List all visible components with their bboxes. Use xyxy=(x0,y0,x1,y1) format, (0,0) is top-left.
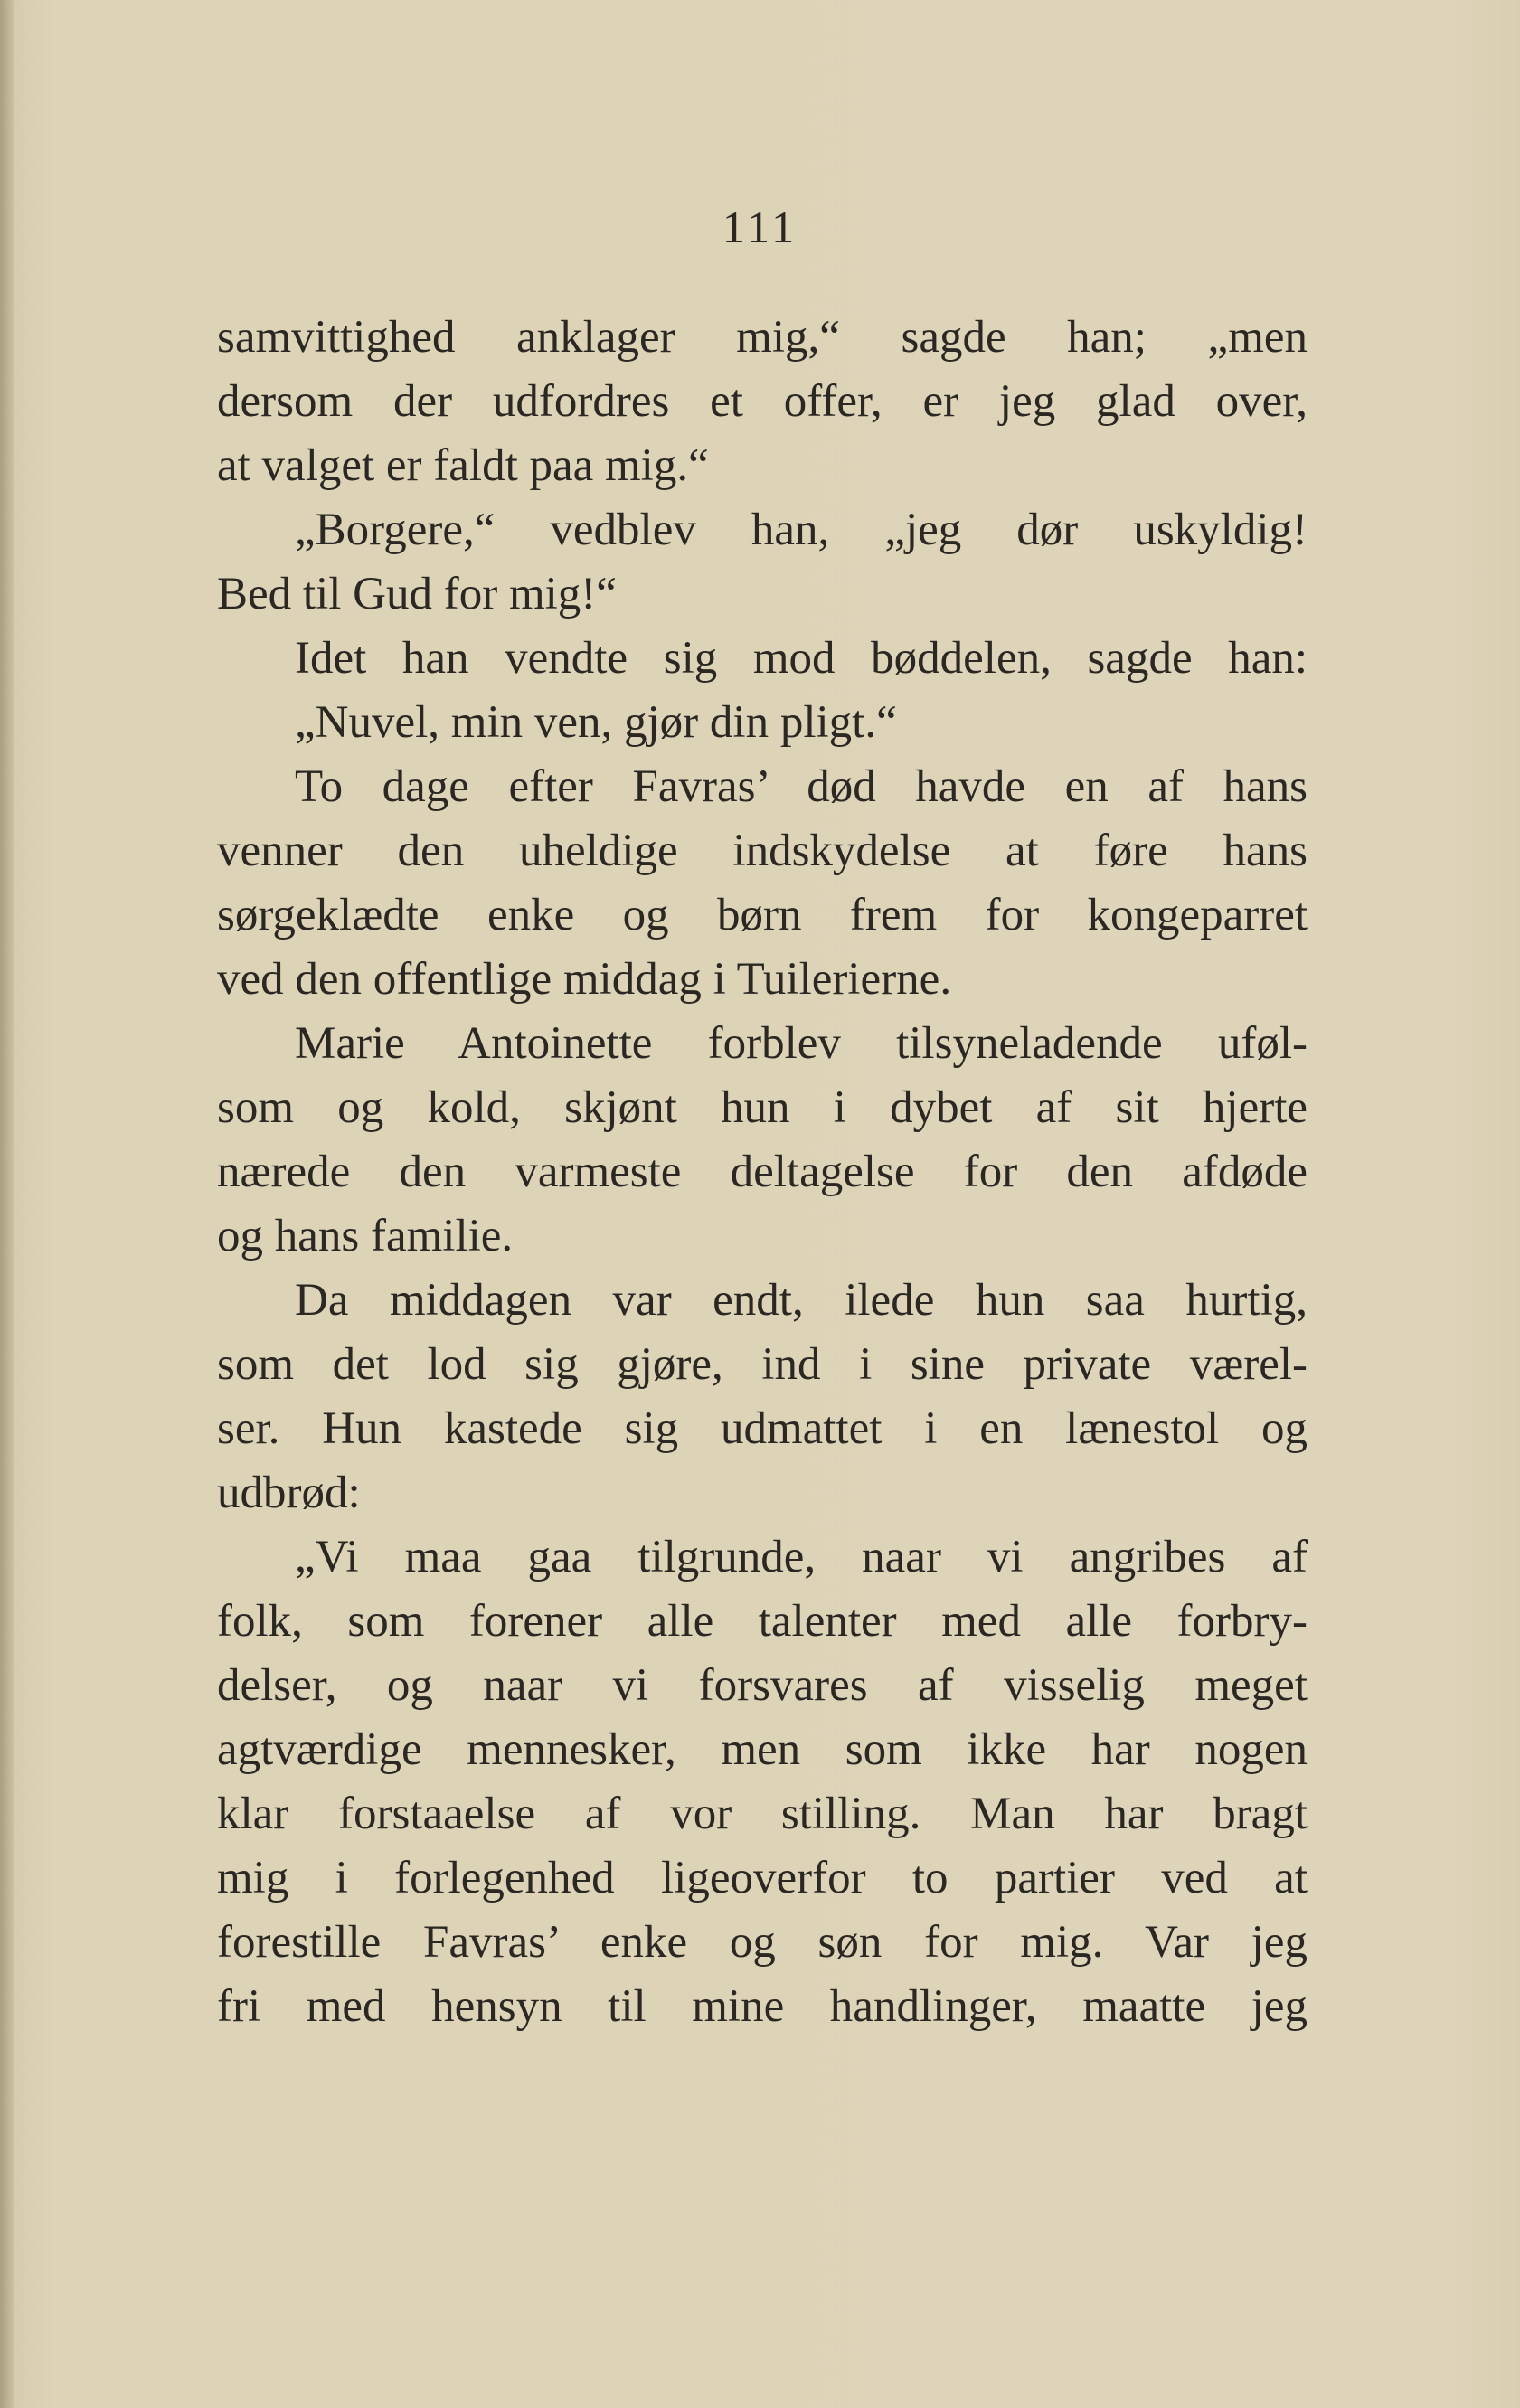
text-line: som og kold, skjønt hun i dybet af sit hjerte xyxy=(217,1082,1308,1133)
text-line: Bed til Gud for mig!“ xyxy=(217,569,617,619)
text-line: dersom der udfordres et offer, er jeg glad over, xyxy=(217,376,1308,427)
page-edge xyxy=(0,0,14,2408)
text-line: agtværdige mennesker, men som ikke har nogen xyxy=(217,1724,1308,1775)
text-line: „Vi maa gaa tilgrunde, naar vi angribes af xyxy=(295,1532,1308,1582)
text-line: forestille Favras’ enke og søn for mig. Var jeg xyxy=(217,1917,1308,1968)
text-line: Da middagen var endt, ilede hun saa hurtig, xyxy=(295,1275,1308,1326)
text-line: delser, og naar vi forsvares af visselig meget xyxy=(217,1660,1308,1711)
text-line: og hans familie. xyxy=(217,1211,514,1261)
text-line: ser. Hun kastede sig udmattet i en lænestol og xyxy=(217,1403,1308,1454)
text-line: som det lod sig gjøre, ind i sine private værel- xyxy=(217,1339,1308,1390)
body-text xyxy=(217,306,1308,2039)
text-line: folk, som forener alle talenter med alle forbry- xyxy=(217,1596,1308,1647)
text-line: sørgeklædte enke og børn frem for kongeparret xyxy=(217,890,1308,940)
text-line: mig i forlegenhed ligeoverfor to partier ved at xyxy=(217,1853,1308,1903)
text-line: „Borgere,“ vedblev han, „jeg dør uskyldig! xyxy=(295,505,1308,555)
text-line: klar forstaaelse af vor stilling. Man har bragt xyxy=(217,1789,1308,1839)
text-line: nærede den varmeste deltagelse for den afdøde xyxy=(217,1147,1308,1197)
text-line: „Nuvel, min ven, gjør din pligt.“ xyxy=(295,697,897,748)
page-number: 111 xyxy=(722,202,798,252)
text-line: fri med hensyn til mine handlinger, maatte jeg xyxy=(217,1981,1308,2032)
text-line: ved den offentlige middag i Tuilerierne. xyxy=(217,954,952,1005)
text-line: udbrød: xyxy=(217,1468,361,1518)
text-line: at valget er faldt paa mig.“ xyxy=(217,440,709,491)
text-line: Marie Antoinette forblev tilsyneladende uføl- xyxy=(295,1018,1308,1069)
text-line: venner den uheldige indskydelse at føre hans xyxy=(217,826,1308,876)
text-line: To dage efter Favras’ død havde en af hans xyxy=(295,761,1308,812)
text-line: Idet han vendte sig mod bøddelen, sagde han: xyxy=(295,633,1308,684)
text-line: samvittighed anklager mig,“ sagde han; „men xyxy=(217,312,1308,363)
